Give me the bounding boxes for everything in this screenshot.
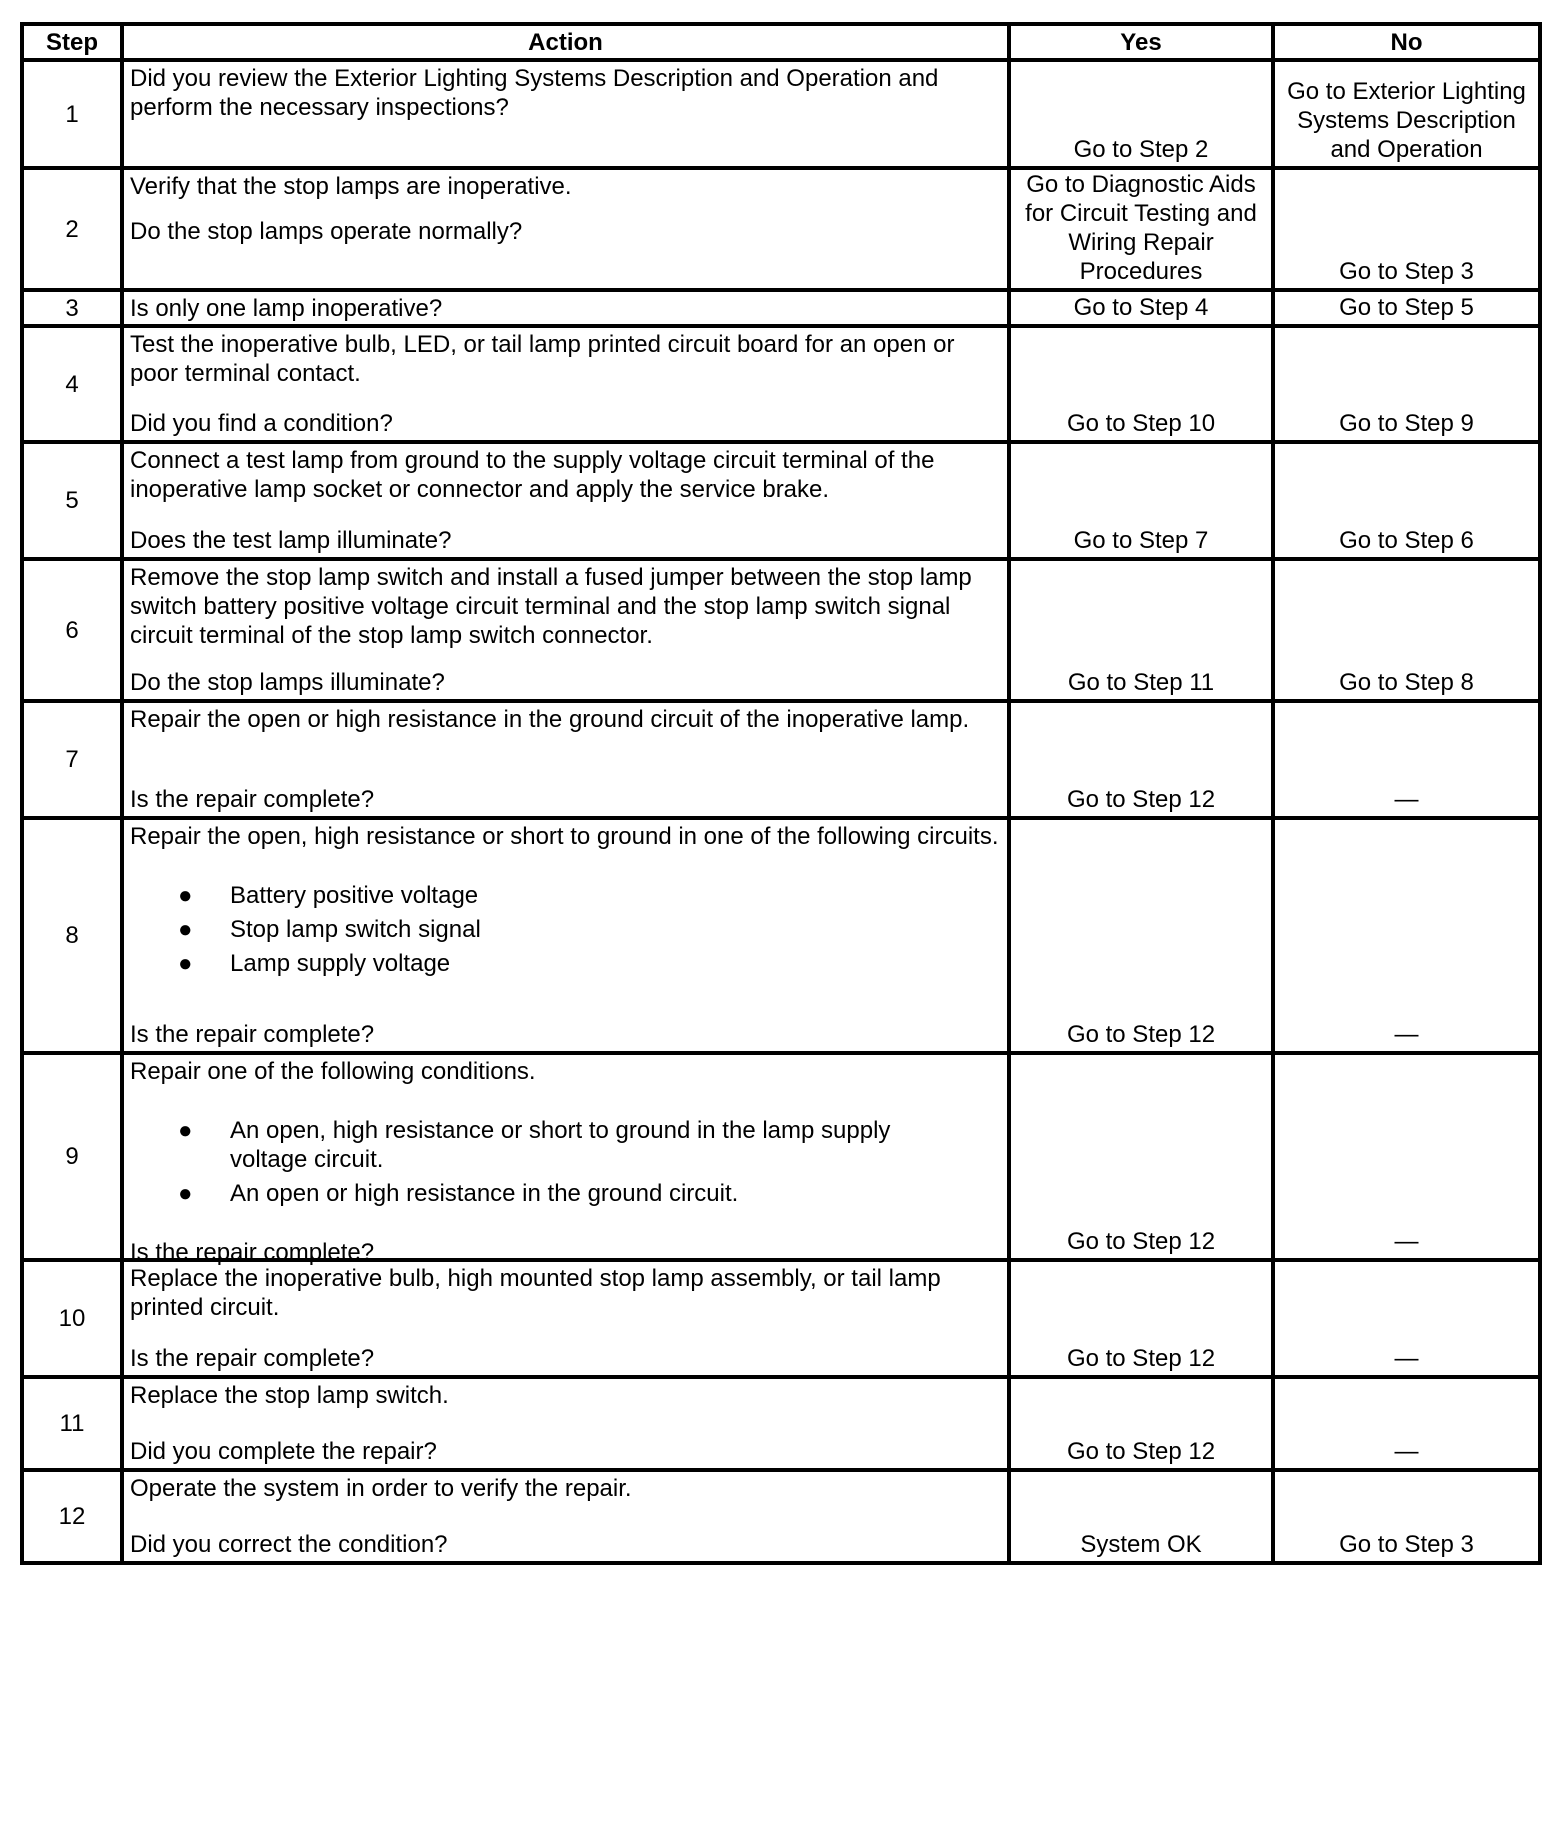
yes-result: Go to Step 4	[1009, 290, 1273, 326]
bullet-icon: ●	[178, 1180, 193, 1207]
action-text: Did you review the Exterior Lighting Systems Description and Operation and perform the necessary inspections?	[122, 60, 1009, 168]
header-row	[22, 24, 1540, 60]
table-row	[22, 1053, 1540, 1260]
action-cell	[122, 559, 1009, 701]
diagnostic-table	[20, 22, 1542, 1565]
no-result: —	[1273, 1260, 1540, 1377]
action-cell	[122, 1260, 1009, 1377]
action-text: Verify that the stop lamps are inoperative.	[130, 173, 572, 200]
no-result: Go to Step 5	[1273, 290, 1540, 326]
step-number: 4	[22, 326, 122, 442]
table-row	[22, 1470, 1540, 1563]
action-text: Test the inoperative bulb, LED, or tail lamp printed circuit board for an open or poor terminal contact.	[130, 331, 955, 387]
no-result: —	[1273, 701, 1540, 818]
table-row	[22, 1260, 1540, 1377]
table-row	[22, 290, 1540, 326]
yes-result: Go to Step 12	[1009, 818, 1273, 1053]
no-result: Go to Step 3	[1273, 168, 1540, 290]
action-cell	[122, 1470, 1009, 1563]
list-item: ● Lamp supply voltage	[178, 950, 451, 977]
table-row	[22, 818, 1540, 1053]
action-question: Is the repair complete?	[130, 1345, 375, 1372]
yes-result: Go to Step 12	[1009, 1260, 1273, 1377]
header-yes: Yes	[1009, 24, 1273, 60]
action-text: Repair the open or high resistance in the ground circuit of the inoperative lamp.	[130, 706, 970, 733]
no-result: Go to Step 8	[1273, 559, 1540, 701]
no-result: —	[1273, 1053, 1540, 1260]
step-number: 12	[22, 1470, 122, 1563]
header-no: No	[1273, 24, 1540, 60]
step-number: 2	[22, 168, 122, 290]
yes-result: Go to Step 12	[1009, 1377, 1273, 1470]
action-question: Is the repair complete?	[130, 1021, 375, 1048]
yes-result: Go to Step 11	[1009, 559, 1273, 701]
yes-result: Go to Step 10	[1009, 326, 1273, 442]
bullet-icon: ●	[178, 916, 193, 943]
action-question: Do the stop lamps operate normally?	[130, 218, 523, 245]
action-cell	[122, 1053, 1009, 1266]
action-text: Operate the system in order to verify the repair.	[130, 1475, 632, 1502]
bullet-icon: ●	[178, 882, 193, 909]
action-cell	[122, 168, 1009, 290]
yes-result: System OK	[1009, 1470, 1273, 1563]
no-result: —	[1273, 1377, 1540, 1470]
action-text: Repair the open, high resistance or short to ground in one of the following circuits.	[130, 823, 999, 850]
table-row	[22, 326, 1540, 442]
yes-result: Go to Step 12	[1009, 701, 1273, 818]
yes-result: Go to Step 2	[1009, 60, 1273, 168]
no-result: Go to Exterior Lighting Systems Description and Operation	[1273, 60, 1540, 168]
header-step: Step	[22, 24, 122, 60]
no-result: —	[1273, 818, 1540, 1053]
table-row	[22, 442, 1540, 559]
list-item: ● Stop lamp switch signal	[178, 916, 481, 943]
condition-list	[130, 1116, 1001, 1208]
action-question: Is the repair complete?	[130, 786, 375, 813]
no-result: Go to Step 6	[1273, 442, 1540, 559]
circuit-list	[130, 881, 1001, 978]
action-question: Did you find a condition?	[130, 410, 393, 437]
action-text: Remove the stop lamp switch and install a fused jumper between the stop lamp switch battery positive voltage circuit terminal and the stop lamp switch signal circuit terminal of the stop lamp switch connector.	[130, 564, 972, 649]
table-row	[22, 1377, 1540, 1470]
action-question: Do the stop lamps illuminate?	[130, 669, 445, 696]
list-item: ● Battery positive voltage	[178, 882, 479, 909]
action-cell	[122, 1377, 1009, 1470]
action-question: Did you correct the condition?	[130, 1531, 448, 1558]
step-number: 10	[22, 1260, 122, 1377]
no-result: Go to Step 3	[1273, 1470, 1540, 1563]
step-number: 11	[22, 1377, 122, 1470]
step-number: 9	[22, 1053, 122, 1260]
action-question: Is the repair complete?	[130, 1239, 375, 1266]
yes-result: Go to Step 12	[1009, 1053, 1273, 1260]
table-row	[22, 60, 1540, 168]
diagnostic-table-container	[20, 22, 1542, 1565]
action-text: Replace the inoperative bulb, high mounted stop lamp assembly, or tail lamp printed circuit.	[130, 1265, 941, 1321]
action-text: Connect a test lamp from ground to the supply voltage circuit terminal of the inoperative lamp socket or connector and apply the service brake.	[130, 447, 935, 503]
yes-result: Go to Diagnostic Aids for Circuit Testing and Wiring Repair Procedures	[1009, 168, 1273, 290]
step-number: 7	[22, 701, 122, 818]
action-cell	[122, 701, 1009, 818]
step-number: 6	[22, 559, 122, 701]
no-result: Go to Step 9	[1273, 326, 1540, 442]
header-action: Action	[122, 24, 1009, 60]
step-number: 8	[22, 818, 122, 1053]
step-number: 3	[22, 290, 122, 326]
list-item: ● An open or high resistance in the ground circuit.	[178, 1180, 739, 1207]
action-cell	[122, 326, 1009, 442]
table-row	[22, 559, 1540, 701]
yes-result: Go to Step 7	[1009, 442, 1273, 559]
action-question: Does the test lamp illuminate?	[130, 527, 452, 554]
action-text: Replace the stop lamp switch.	[130, 1382, 449, 1409]
action-text: Is only one lamp inoperative?	[122, 290, 1009, 326]
table-row	[22, 701, 1540, 818]
action-cell	[122, 442, 1009, 559]
step-number: 1	[22, 60, 122, 168]
action-text: Repair one of the following conditions.	[130, 1058, 536, 1085]
list-item: ● An open, high resistance or short to ground in the lamp supply voltage circuit.	[178, 1117, 891, 1173]
bullet-icon: ●	[178, 950, 193, 977]
bullet-icon: ●	[178, 1117, 193, 1144]
step-number: 5	[22, 442, 122, 559]
action-question: Did you complete the repair?	[130, 1438, 437, 1465]
action-cell	[122, 818, 1009, 1053]
table-row	[22, 168, 1540, 290]
